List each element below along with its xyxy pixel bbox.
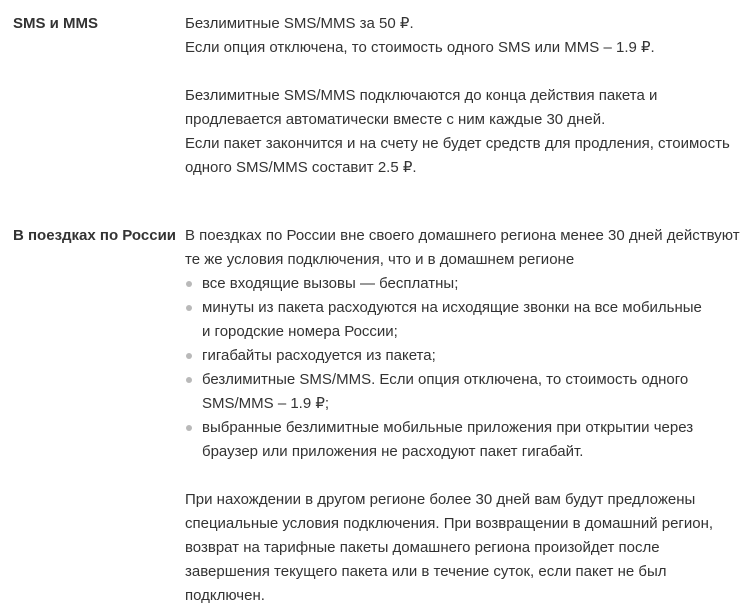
bullet-icon (186, 425, 192, 431)
section-sms-mms (13, 12, 741, 180)
text-line: браузер или приложения не расходуют пакет гигабайт. (202, 443, 584, 460)
list-item-unlimited-apps (185, 416, 741, 464)
travel-conditions-list (185, 272, 741, 464)
bullet-icon (186, 353, 192, 359)
text-line: Если опция отключена, то стоимость одного SMS или MMS – 1.9 ₽. (185, 39, 655, 56)
text-line: одного SMS/MMS составит 2.5 ₽. (185, 159, 417, 176)
text-line: Если пакет закончится и на счету не будет средств для продления, стоимость (185, 135, 730, 152)
section-content-travel-russia (185, 224, 741, 608)
text-line: подключен. (185, 587, 265, 604)
paragraph-travel-intro (185, 224, 741, 272)
section-label-travel-russia: В поездках по России (13, 227, 177, 244)
text-line: и городские номера России; (202, 323, 398, 340)
text-line: продлевается автоматически вместе с ним каждые 30 дней. (185, 111, 606, 128)
text-line: те же условия подключения, что и в домашнем регионе (185, 251, 575, 268)
bullet-icon (186, 377, 192, 383)
text-line: возврат на тарифные пакеты домашнего региона произойдет после (185, 539, 660, 556)
list-item-unlimited-sms (185, 368, 741, 416)
text-line: гигабайты расходуется из пакета; (202, 347, 436, 364)
list-item-incoming-calls (185, 272, 741, 296)
bullet-icon (186, 305, 192, 311)
text-line: выбранные безлимитные мобильные приложения при открытии через (202, 419, 694, 436)
paragraph-sms-renewal (185, 84, 741, 180)
bullet-icon (186, 281, 192, 287)
paragraph-sms-price (185, 12, 741, 60)
text-line: завершения текущего пакета или в течение суток, если пакет не был (185, 563, 667, 580)
section-content-sms-mms (185, 12, 741, 180)
text-line: минуты из пакета расходуются на исходящие звонки на все мобильные (202, 299, 702, 316)
text-line: Безлимитные SMS/MMS за 50 ₽. (185, 15, 414, 32)
list-item-gigabytes (185, 344, 741, 368)
text-line: SMS/MMS – 1.9 ₽; (202, 395, 330, 412)
text-line: специальные условия подключения. При возвращении в домашний регион, (185, 515, 714, 532)
text-line: В поездках по России вне своего домашнего региона менее 30 дней действуют (185, 227, 740, 244)
list-item-package-minutes (185, 296, 741, 344)
section-travel-russia (13, 224, 741, 608)
section-label-sms-mms: SMS и MMS (13, 15, 99, 32)
text-line: При нахождении в другом регионе более 30 дней вам будут предложены (185, 491, 696, 508)
text-line: Безлимитные SMS/MMS подключаются до конца действия пакета и (185, 87, 658, 104)
text-line: безлимитные SMS/MMS. Если опция отключена, то стоимость одного (202, 371, 689, 388)
text-line: все входящие вызовы — бесплатны; (202, 275, 459, 292)
paragraph-other-region (185, 488, 741, 608)
